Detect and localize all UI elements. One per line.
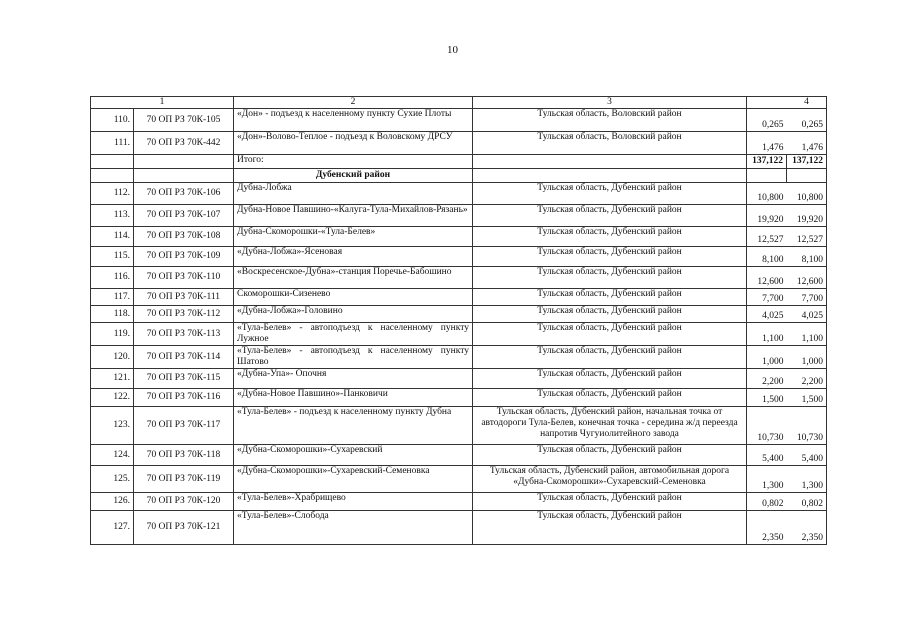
road-length: 2,200 bbox=[747, 369, 787, 389]
district-spacer bbox=[91, 169, 134, 183]
row-number: 124. bbox=[91, 445, 134, 466]
road-location: Тульская область, Воловский район bbox=[473, 109, 747, 132]
road-id: 70 ОП РЗ 70К-107 bbox=[134, 205, 234, 227]
road-location: Тульская область, Дубенский район, начальная точка от автодороги Тула-Белев, конечная точка - середина ж/д переезда напротив Чугуиолитейного завода bbox=[473, 407, 747, 445]
road-name: «Воскресенское-Дубна»-станция Поречье-Бабошино bbox=[234, 267, 473, 289]
road-location: Тульская область, Дубенский район bbox=[473, 346, 747, 369]
road-length-total: 1,000 bbox=[787, 346, 827, 369]
road-length: 1,476 bbox=[747, 132, 787, 155]
row-number: 123. bbox=[91, 407, 134, 445]
header-col-3: 3 bbox=[473, 97, 747, 109]
district-spacer bbox=[473, 169, 747, 183]
road-name: Дубна-Скоморошки-«Тула-Белев» bbox=[234, 227, 473, 247]
road-id: 70 ОП РЗ 70К-115 bbox=[134, 369, 234, 389]
row-number: 119. bbox=[91, 323, 134, 346]
road-name: «Дубна-Лобжа»-Ясеновая bbox=[234, 247, 473, 267]
road-location: Тульская область, Дубенский район bbox=[473, 323, 747, 346]
road-location: Тульская область, Воловский район bbox=[473, 132, 747, 155]
road-length-total: 8,100 bbox=[787, 247, 827, 267]
table-row bbox=[91, 132, 827, 155]
road-name: «Тула-Белев» - подъезд к населенному пункту Дубна bbox=[234, 407, 473, 445]
road-location: Тульская область, Дубенский район bbox=[473, 389, 747, 407]
road-name: «Дубна-Лобжа»-Головино bbox=[234, 306, 473, 323]
road-id: 70 ОП РЗ 70К-110 bbox=[134, 267, 234, 289]
total-label: Итого: bbox=[234, 155, 473, 169]
header-col-2: 2 bbox=[234, 97, 473, 109]
road-location: Тульская область, Дубенский район bbox=[473, 511, 747, 545]
road-id: 70 ОП РЗ 70К-442 bbox=[134, 132, 234, 155]
total-spacer bbox=[473, 155, 747, 169]
road-location: Тульская область, Дубенский район bbox=[473, 247, 747, 267]
row-number: 121. bbox=[91, 369, 134, 389]
road-length-total: 7,700 bbox=[787, 289, 827, 306]
road-length: 19,920 bbox=[747, 205, 787, 227]
road-id: 70 ОП РЗ 70К-112 bbox=[134, 306, 234, 323]
header-col-4: 4 bbox=[787, 97, 827, 109]
table-row bbox=[91, 511, 827, 545]
table-row bbox=[91, 267, 827, 289]
table-row bbox=[91, 183, 827, 205]
road-length: 1,100 bbox=[747, 323, 787, 346]
road-length: 8,100 bbox=[747, 247, 787, 267]
road-name: «Дон»-Волово-Теплое - подъезд к Воловскому ДРСУ bbox=[234, 132, 473, 155]
road-length-total: 10,730 bbox=[787, 407, 827, 445]
road-length-total: 5,400 bbox=[787, 445, 827, 466]
table-row bbox=[91, 109, 827, 132]
road-length-total: 4,025 bbox=[787, 306, 827, 323]
road-length: 7,700 bbox=[747, 289, 787, 306]
road-id: 70 ОП РЗ 70К-119 bbox=[134, 466, 234, 493]
table-header-row bbox=[91, 97, 827, 109]
row-number: 120. bbox=[91, 346, 134, 369]
row-number: 126. bbox=[91, 493, 134, 511]
road-length-total: 0,265 bbox=[787, 109, 827, 132]
road-length: 2,350 bbox=[747, 511, 787, 545]
table-row bbox=[91, 289, 827, 306]
row-number: 113. bbox=[91, 205, 134, 227]
district-spacer bbox=[787, 169, 827, 183]
page-number: 10 bbox=[447, 44, 458, 56]
road-length: 12,527 bbox=[747, 227, 787, 247]
road-id: 70 ОП РЗ 70К-108 bbox=[134, 227, 234, 247]
road-location: Тульская область, Дубенский район bbox=[473, 205, 747, 227]
road-location: Тульская область, Дубенский район bbox=[473, 227, 747, 247]
district-name: Дубенский район bbox=[234, 169, 473, 183]
row-number: 117. bbox=[91, 289, 134, 306]
table-row bbox=[91, 346, 827, 369]
row-number: 111. bbox=[91, 132, 134, 155]
road-id: 70 ОП РЗ 70К-106 bbox=[134, 183, 234, 205]
road-length-total: 12,527 bbox=[787, 227, 827, 247]
road-location: Тульская область, Дубенский район bbox=[473, 306, 747, 323]
table-row bbox=[91, 227, 827, 247]
table-row bbox=[91, 205, 827, 227]
roads-table bbox=[90, 96, 827, 545]
road-id: 70 ОП РЗ 70К-105 bbox=[134, 109, 234, 132]
total-row bbox=[91, 155, 827, 169]
road-id: 70 ОП РЗ 70К-120 bbox=[134, 493, 234, 511]
road-name: «Дубна-Упа»- Опочня bbox=[234, 369, 473, 389]
row-number: 112. bbox=[91, 183, 134, 205]
road-id: 70 ОП РЗ 70К-121 bbox=[134, 511, 234, 545]
table-row bbox=[91, 323, 827, 346]
road-length: 0,265 bbox=[747, 109, 787, 132]
road-length: 12,600 bbox=[747, 267, 787, 289]
road-id: 70 ОП РЗ 70К-109 bbox=[134, 247, 234, 267]
road-length-total: 1,300 bbox=[787, 466, 827, 493]
row-number: 116. bbox=[91, 267, 134, 289]
table-row bbox=[91, 306, 827, 323]
road-location: Тульская область, Дубенский район bbox=[473, 267, 747, 289]
table-row bbox=[91, 407, 827, 445]
road-name: «Дубна-Скоморошки»-Сухаревский-Семеновка bbox=[234, 466, 473, 493]
road-location: Тульская область, Дубенский район bbox=[473, 493, 747, 511]
road-name: «Тула-Белев» - автоподъезд к населенному пункту Шатово bbox=[234, 346, 473, 369]
table-row bbox=[91, 247, 827, 267]
roads-table-body bbox=[91, 97, 827, 545]
total-spacer bbox=[134, 155, 234, 169]
road-name: «Дубна-Новое Павшино»-Панковичи bbox=[234, 389, 473, 407]
header-col-1: 1 bbox=[91, 97, 234, 109]
road-length: 1,500 bbox=[747, 389, 787, 407]
road-location: Тульская область, Дубенский район bbox=[473, 445, 747, 466]
road-length: 5,400 bbox=[747, 445, 787, 466]
row-number: 122. bbox=[91, 389, 134, 407]
road-name: Дубна-Лобжа bbox=[234, 183, 473, 205]
road-id: 70 ОП РЗ 70К-113 bbox=[134, 323, 234, 346]
road-length-total: 19,920 bbox=[787, 205, 827, 227]
road-length-total: 1,476 bbox=[787, 132, 827, 155]
road-location: Тульская область, Дубенский район, автомобильная дорога «Дубна-Скоморошки»-Сухаревский-Семеновка bbox=[473, 466, 747, 493]
road-length: 1,000 bbox=[747, 346, 787, 369]
table-row bbox=[91, 493, 827, 511]
district-spacer bbox=[747, 169, 787, 183]
road-id: 70 ОП РЗ 70К-118 bbox=[134, 445, 234, 466]
district-spacer bbox=[134, 169, 234, 183]
row-number: 114. bbox=[91, 227, 134, 247]
road-length-total: 1,500 bbox=[787, 389, 827, 407]
row-number: 115. bbox=[91, 247, 134, 267]
road-length-total: 10,800 bbox=[787, 183, 827, 205]
road-name: Дубна-Новое Павшино-«Калуга-Тула-Михайлов-Рязань» bbox=[234, 205, 473, 227]
road-length: 10,730 bbox=[747, 407, 787, 445]
row-number: 125. bbox=[91, 466, 134, 493]
road-length: 1,300 bbox=[747, 466, 787, 493]
road-length: 4,025 bbox=[747, 306, 787, 323]
road-name: «Дубна-Скоморошки»-Сухаревский bbox=[234, 445, 473, 466]
total-length-sum: 137,122 bbox=[787, 155, 827, 169]
road-location: Тульская область, Дубенский район bbox=[473, 183, 747, 205]
road-length-total: 2,350 bbox=[787, 511, 827, 545]
road-id: 70 ОП РЗ 70К-116 bbox=[134, 389, 234, 407]
road-length: 0,802 bbox=[747, 493, 787, 511]
row-number: 127. bbox=[91, 511, 134, 545]
table-row bbox=[91, 466, 827, 493]
road-name: «Тула-Белев»-Слобода bbox=[234, 511, 473, 545]
table-row bbox=[91, 389, 827, 407]
table-row bbox=[91, 369, 827, 389]
road-id: 70 ОП РЗ 70К-114 bbox=[134, 346, 234, 369]
road-length-total: 1,100 bbox=[787, 323, 827, 346]
row-number: 110. bbox=[91, 109, 134, 132]
header-col-4-left bbox=[747, 97, 787, 109]
road-id: 70 ОП РЗ 70К-117 bbox=[134, 407, 234, 445]
road-location: Тульская область, Дубенский район bbox=[473, 289, 747, 306]
total-spacer bbox=[91, 155, 134, 169]
road-name: Скоморошки-Сизенево bbox=[234, 289, 473, 306]
district-heading-row bbox=[91, 169, 827, 183]
road-length-total: 2,200 bbox=[787, 369, 827, 389]
table-row bbox=[91, 445, 827, 466]
road-name: «Дон» - подъезд к населенному пункту Сухие Плоты bbox=[234, 109, 473, 132]
road-name: «Тула-Белев» - автоподъезд к населенному пункту Лужное bbox=[234, 323, 473, 346]
road-length-total: 0,802 bbox=[787, 493, 827, 511]
road-name: «Тула-Белев»-Храбрищево bbox=[234, 493, 473, 511]
road-length-total: 12,600 bbox=[787, 267, 827, 289]
road-id: 70 ОП РЗ 70К-111 bbox=[134, 289, 234, 306]
total-length: 137,122 bbox=[747, 155, 787, 169]
row-number: 118. bbox=[91, 306, 134, 323]
road-location: Тульская область, Дубенский район bbox=[473, 369, 747, 389]
road-length: 10,800 bbox=[747, 183, 787, 205]
